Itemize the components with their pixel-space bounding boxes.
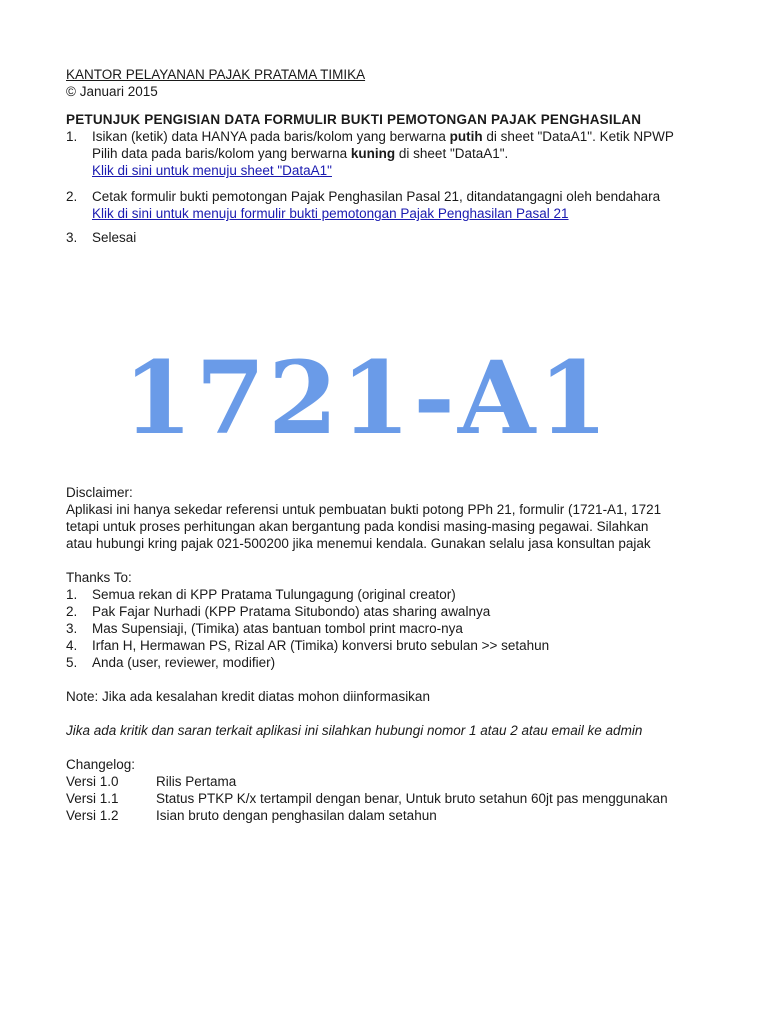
step-number: 3. <box>66 230 78 245</box>
copyright-date: © Januari 2015 <box>66 84 158 99</box>
step-2 <box>66 188 674 205</box>
changelog-label: Changelog: <box>66 757 136 772</box>
step-2-text: Cetak formulir bukti pemotongan Pajak Penghasilan Pasal 21, ditandatangagni oleh bendahara <box>92 189 661 204</box>
step-number: 2. <box>66 189 78 204</box>
step-number: 1. <box>66 129 78 144</box>
office-name: KANTOR PELAYANAN PAJAK PRATAMA TIMIKA <box>66 67 366 82</box>
step-1-line-2: Pilih data pada baris/kolom yang berwarna kuning di sheet "DataA1". <box>92 146 509 161</box>
disclaimer-line: Aplikasi ini hanya sekedar referensi untuk pembuatan bukti potong PPh 21, formulir (1721-A1, 1721 <box>66 502 662 517</box>
changelog-entry: Versi 1.0 Rilis Pertama <box>66 774 237 789</box>
thanks-item: 2. Pak Fajar Nurhadi (KPP Pratama Situbondo) atas sharing awalnya <box>66 604 491 619</box>
thanks-item: 5. Anda (user, reviewer, modifier) <box>66 655 276 670</box>
step-3-text: Selesai <box>92 230 137 245</box>
link-to-data-sheet[interactable]: Klik di sini untuk menuju sheet "DataA1" <box>92 163 332 178</box>
step-1-line-1: Isikan (ketik) data HANYA pada baris/kolom yang berwarna putih di sheet "DataA1". Ketik NPWP <box>92 129 674 144</box>
form-code-title: 1721-A1 <box>123 339 611 457</box>
credit-note: Note: Jika ada kesalahan kredit diatas mohon diinformasikan <box>66 689 430 704</box>
yellow-keyword: kuning <box>350 146 396 161</box>
white-keyword: putih <box>449 129 483 144</box>
changelog-entry: Versi 1.2 Isian bruto dengan penghasilan dalam setahun <box>66 808 437 823</box>
instructions-title: PETUNJUK PENGISIAN DATA FORMULIR BUKTI PEMOTONGAN PAJAK PENGHASILAN <box>66 112 642 127</box>
disclaimer-line: tetapi untuk proses perhitungan akan bergantung pada kondisi masing-masing pegawai. Silahkan <box>66 519 649 534</box>
link-to-form[interactable]: Klik di sini untuk menuju formulir bukti pemotongan Pajak Penghasilan Pasal 21 <box>92 206 569 221</box>
thanks-label: Thanks To: <box>66 570 132 585</box>
changelog-entry: Versi 1.1 Status PTKP K/x tertampil dengan benar, Untuk bruto setahun 60jt pas menggunakan <box>66 791 668 806</box>
thanks-item: 1. Semua rekan di KPP Pratama Tulungagung (original creator) <box>66 587 456 602</box>
disclaimer-line: atau hubungi kring pajak 021-500200 jika menemui kendala. Gunakan selalu jasa konsultan pajak <box>66 536 651 551</box>
contact-note: Jika ada kritik dan saran terkait aplikasi ini silahkan hubungi nomor 1 atau 2 atau email ke admin <box>66 723 643 738</box>
step-1 <box>66 128 674 145</box>
spreadsheet-content <box>66 66 674 824</box>
disclaimer-label: Disclaimer: <box>66 485 133 500</box>
thanks-item: 3. Mas Supensiaji, (Timika) atas bantuan tombol print macro-nya <box>66 621 463 636</box>
thanks-item: 4. Irfan H, Hermawan PS, Rizal AR (Timika) konversi bruto sebulan >> setahun <box>66 638 550 653</box>
step-3 <box>66 229 674 246</box>
